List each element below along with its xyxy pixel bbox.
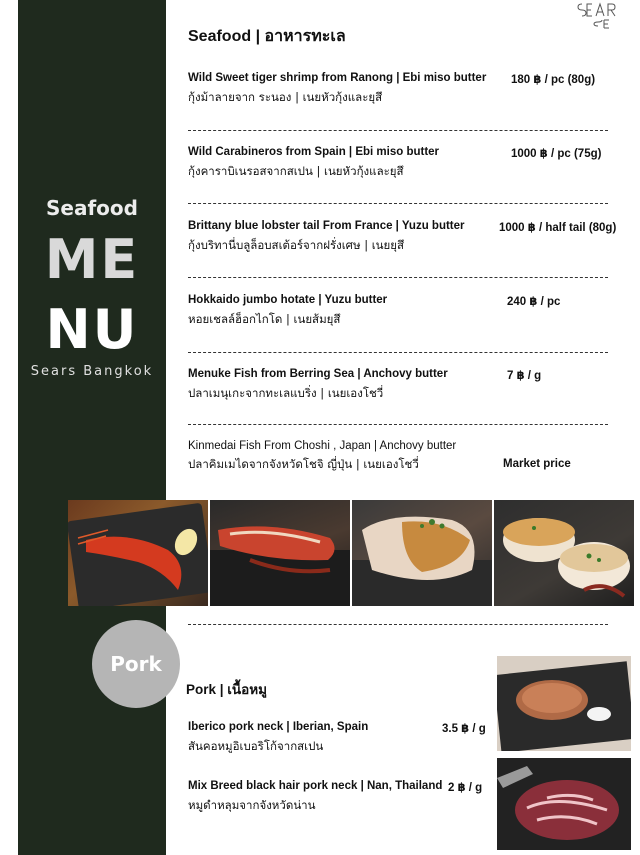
menu-item	[188, 294, 628, 329]
fish-photo	[352, 500, 492, 606]
item-name: Wild Sweet tiger shrimp from Ranong | Ebi miso butter	[188, 72, 487, 84]
divider	[188, 352, 608, 353]
item-price: 1000 ฿ / half tail (80g)	[499, 222, 617, 234]
item-thai-name: กุ้งคาราบิเนรอสจากสเปน | เนยหัวกุ้งและยุสึ	[188, 164, 404, 178]
item-price: 3.5 ฿ / g	[442, 723, 486, 735]
item-name: Menuke Fish from Berring Sea | Anchovy butter	[188, 368, 448, 380]
pork-raw-meat-photo	[497, 758, 631, 850]
sidebar-menu-word-part2: NU	[45, 298, 139, 361]
item-thai-name: ปลาคิมเมไดจากจังหวัดโชจิ ญี่ปุ่น | เนยเองโชวี่	[188, 457, 419, 471]
sears-logo-icon	[576, 0, 622, 30]
item-name: Wild Carabineros from Spain | Ebi miso butter	[188, 146, 440, 158]
item-thai-name: หอยเชลล์ฮ็อกไกโด | เนยส้มยุสึ	[188, 312, 341, 326]
divider	[188, 424, 608, 425]
item-thai-name: กุ้งม้าลายจาก ระนอง | เนยหัวกุ้งและยุสึ	[188, 90, 383, 104]
item-price: 240 ฿ / pc	[507, 296, 561, 308]
item-name: Kinmedai Fish From Choshi , Japan | Anchovy butter	[188, 440, 457, 452]
item-name: Hokkaido jumbo hotate | Yuzu butter	[188, 294, 388, 306]
item-name: Brittany blue lobster tail From France | Yuzu butter	[188, 220, 465, 232]
divider	[188, 203, 608, 204]
item-thai-name: สันคอหมูอิเบอริโก้จากสเปน	[188, 739, 324, 753]
item-price: 2 ฿ / g	[448, 782, 483, 794]
item-thai-name: ปลาเมนุเกะจากทะเลแบริ่ง | เนยเองโชวี่	[188, 386, 384, 400]
pork-badge: Pork	[92, 620, 180, 708]
item-price: 7 ฿ / g	[507, 370, 542, 382]
sidebar-category: Seafood	[46, 196, 138, 220]
seafood-photo-strip	[68, 500, 634, 606]
divider	[188, 277, 608, 278]
divider	[188, 624, 608, 625]
item-price: Market price	[503, 458, 571, 470]
pork-section-title: Pork | เนื้อหมู	[186, 682, 268, 697]
item-name: Mix Breed black hair pork neck | Nan, Thailand	[188, 780, 443, 792]
divider	[188, 130, 608, 131]
item-thai-name: หมูดำหลุมจากจังหวัดน่าน	[188, 798, 316, 812]
sidebar-brand-name: Sears Bangkok	[30, 364, 154, 379]
pork-steak-photo	[497, 656, 631, 751]
item-thai-name: กุ้งบริทานี่บลูล็อบสเต้อร์จากฝรั่งเศษ | เนยยุสึ	[188, 238, 405, 252]
sidebar-panel	[18, 0, 166, 855]
seafood-section-title: Seafood | อาหารทะเล	[188, 28, 346, 45]
scallop-photo	[494, 500, 634, 606]
sidebar-menu-word-part1: ME	[44, 228, 140, 291]
lobster-photo	[210, 500, 350, 606]
item-price: 1000 ฿ / pc (75g)	[511, 148, 602, 160]
shrimp-photo	[68, 500, 208, 606]
item-name: Iberico pork neck | Iberian, Spain	[188, 721, 369, 733]
menu-item	[188, 368, 628, 403]
item-price: 180 ฿ / pc (80g)	[511, 74, 596, 86]
